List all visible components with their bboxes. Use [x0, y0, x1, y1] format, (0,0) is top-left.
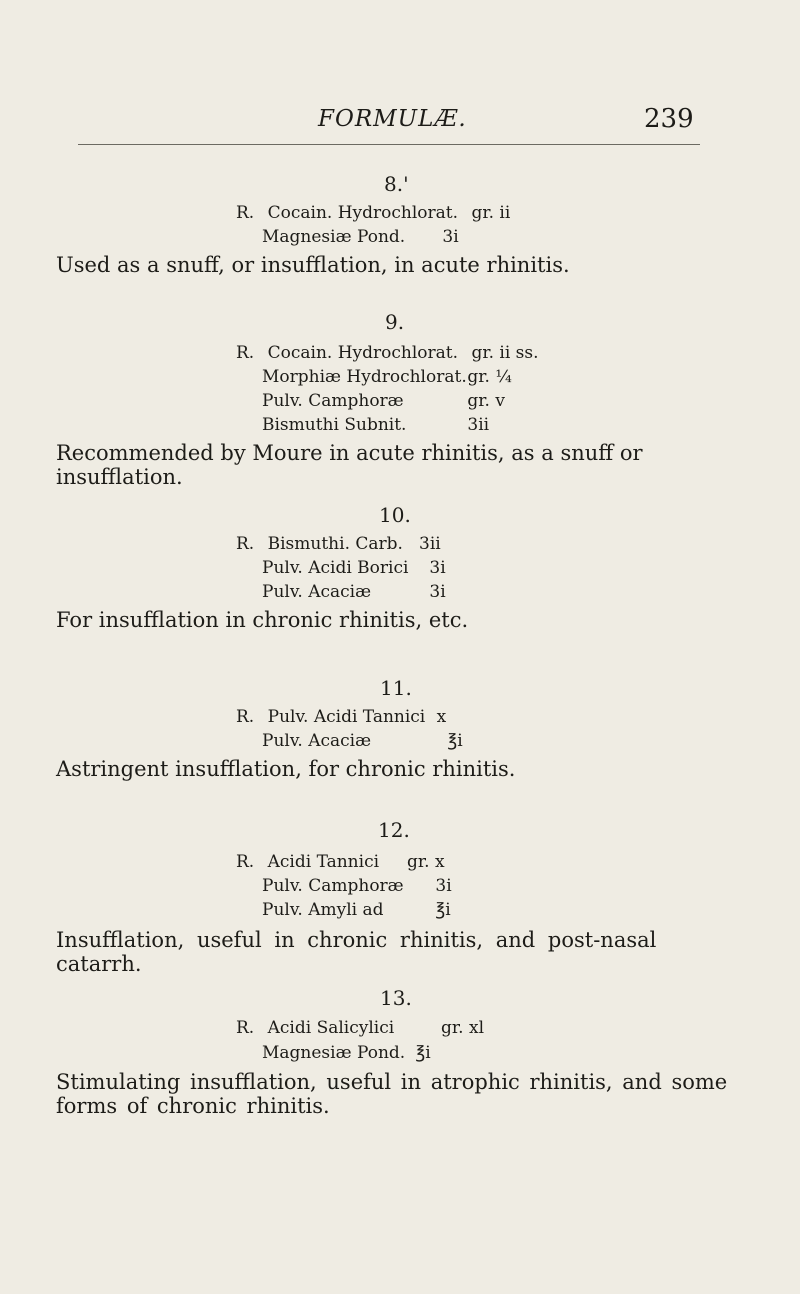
ingredient-name: Acidi Tannici	[267, 852, 380, 872]
prescription-line	[262, 227, 459, 247]
ingredient-name: Cocain. Hydrochlorat.	[267, 343, 459, 363]
ingredient-dose: ℥i	[447, 731, 463, 751]
prescription-line	[262, 558, 446, 578]
ingredient-name: Cocain. Hydrochlorat.	[267, 203, 459, 223]
formula-number: 9.	[385, 310, 405, 334]
ingredient-name: Pulv. Camphoræ	[262, 391, 404, 411]
ingredient-name: Pulv. Acidi Borici	[262, 558, 409, 578]
running-title: FORMULÆ.	[318, 106, 467, 132]
prescription-line	[262, 900, 451, 920]
prescription-line	[236, 343, 539, 363]
ingredient-name: Pulv. Amyli ad	[262, 900, 384, 920]
formula-number: 12.	[378, 818, 410, 842]
ingredient-name: Bismuthi. Carb.	[267, 534, 403, 554]
ingredient-name: Morphiæ Hydrochlorat.	[262, 367, 467, 387]
ingredient-dose: 3i	[429, 582, 446, 602]
ingredient-dose: 3ii	[419, 534, 441, 554]
ingredient-name: Magnesiæ Pond.	[262, 227, 406, 247]
prescription-line	[262, 391, 505, 411]
prescription-line	[236, 1018, 484, 1038]
ingredient-name: Bismuthi Subnit.	[262, 415, 407, 435]
rx-symbol: R.	[236, 852, 255, 872]
rx-symbol: R.	[236, 343, 255, 363]
ingredient-dose: gr. ii ss.	[471, 343, 539, 363]
rx-symbol: R.	[236, 534, 255, 554]
prescription-line	[262, 415, 489, 435]
prescription-line	[262, 876, 452, 896]
prescription-line	[262, 1043, 431, 1063]
prescription-line	[236, 203, 510, 223]
ingredient-dose: gr. v	[467, 391, 505, 411]
ingredient-dose: 3i	[429, 558, 446, 578]
ingredient-name: Pulv. Acaciæ	[262, 731, 372, 751]
prescription-line	[236, 707, 446, 727]
page-header	[0, 98, 800, 138]
page-number: 239	[644, 104, 694, 134]
ingredient-name: Pulv. Acidi Tannici	[267, 707, 426, 727]
ingredient-dose: 3ii	[467, 415, 490, 435]
usage-note: Recommended by Moure in acute rhinitis, as a snuff or insufflation.	[56, 441, 643, 489]
usage-note: For insufflation in chronic rhinitis, etc.	[56, 608, 469, 632]
formula-number: 11.	[380, 676, 412, 700]
ingredient-dose: gr. ¼	[467, 367, 512, 387]
ingredient-dose: gr. xl	[441, 1018, 485, 1038]
formula-number: 10.	[379, 503, 411, 527]
formula-number: 8.'	[384, 172, 409, 196]
usage-note: Insufflation, useful in chronic rhinitis, and post-nasal catarrh.	[56, 928, 657, 976]
prescription-line	[262, 731, 463, 751]
rx-symbol: R.	[236, 707, 255, 727]
prescription-line	[262, 367, 512, 387]
ingredient-name: Acidi Salicylici	[267, 1018, 395, 1038]
ingredient-name: Pulv. Camphoræ	[262, 876, 404, 896]
rx-symbol: R.	[236, 1018, 255, 1038]
usage-note: Astringent insufflation, for chronic rhinitis.	[56, 757, 516, 781]
usage-note: Used as a snuff, or insufflation, in acute rhinitis.	[56, 253, 570, 277]
formula-number: 13.	[380, 986, 412, 1010]
ingredient-dose: ℥i	[435, 900, 451, 920]
ingredient-name: Magnesiæ Pond.	[262, 1043, 406, 1063]
prescription-line	[236, 534, 441, 554]
ingredient-dose: ℥i	[415, 1043, 431, 1063]
ingredient-dose: gr. x	[407, 852, 445, 872]
ingredient-dose: x	[436, 707, 447, 727]
ingredient-dose: gr. ii	[471, 203, 511, 223]
usage-note: Stimulating insufflation, useful in atrophic rhinitis, and some forms of chronic rhinitis.	[56, 1070, 728, 1118]
header-rule	[78, 144, 700, 145]
ingredient-dose: 3i	[435, 876, 452, 896]
prescription-line	[236, 852, 445, 872]
rx-symbol: R.	[236, 203, 255, 223]
ingredient-dose: 3i	[442, 227, 459, 247]
prescription-line	[262, 582, 446, 602]
ingredient-name: Pulv. Acaciæ	[262, 582, 372, 602]
